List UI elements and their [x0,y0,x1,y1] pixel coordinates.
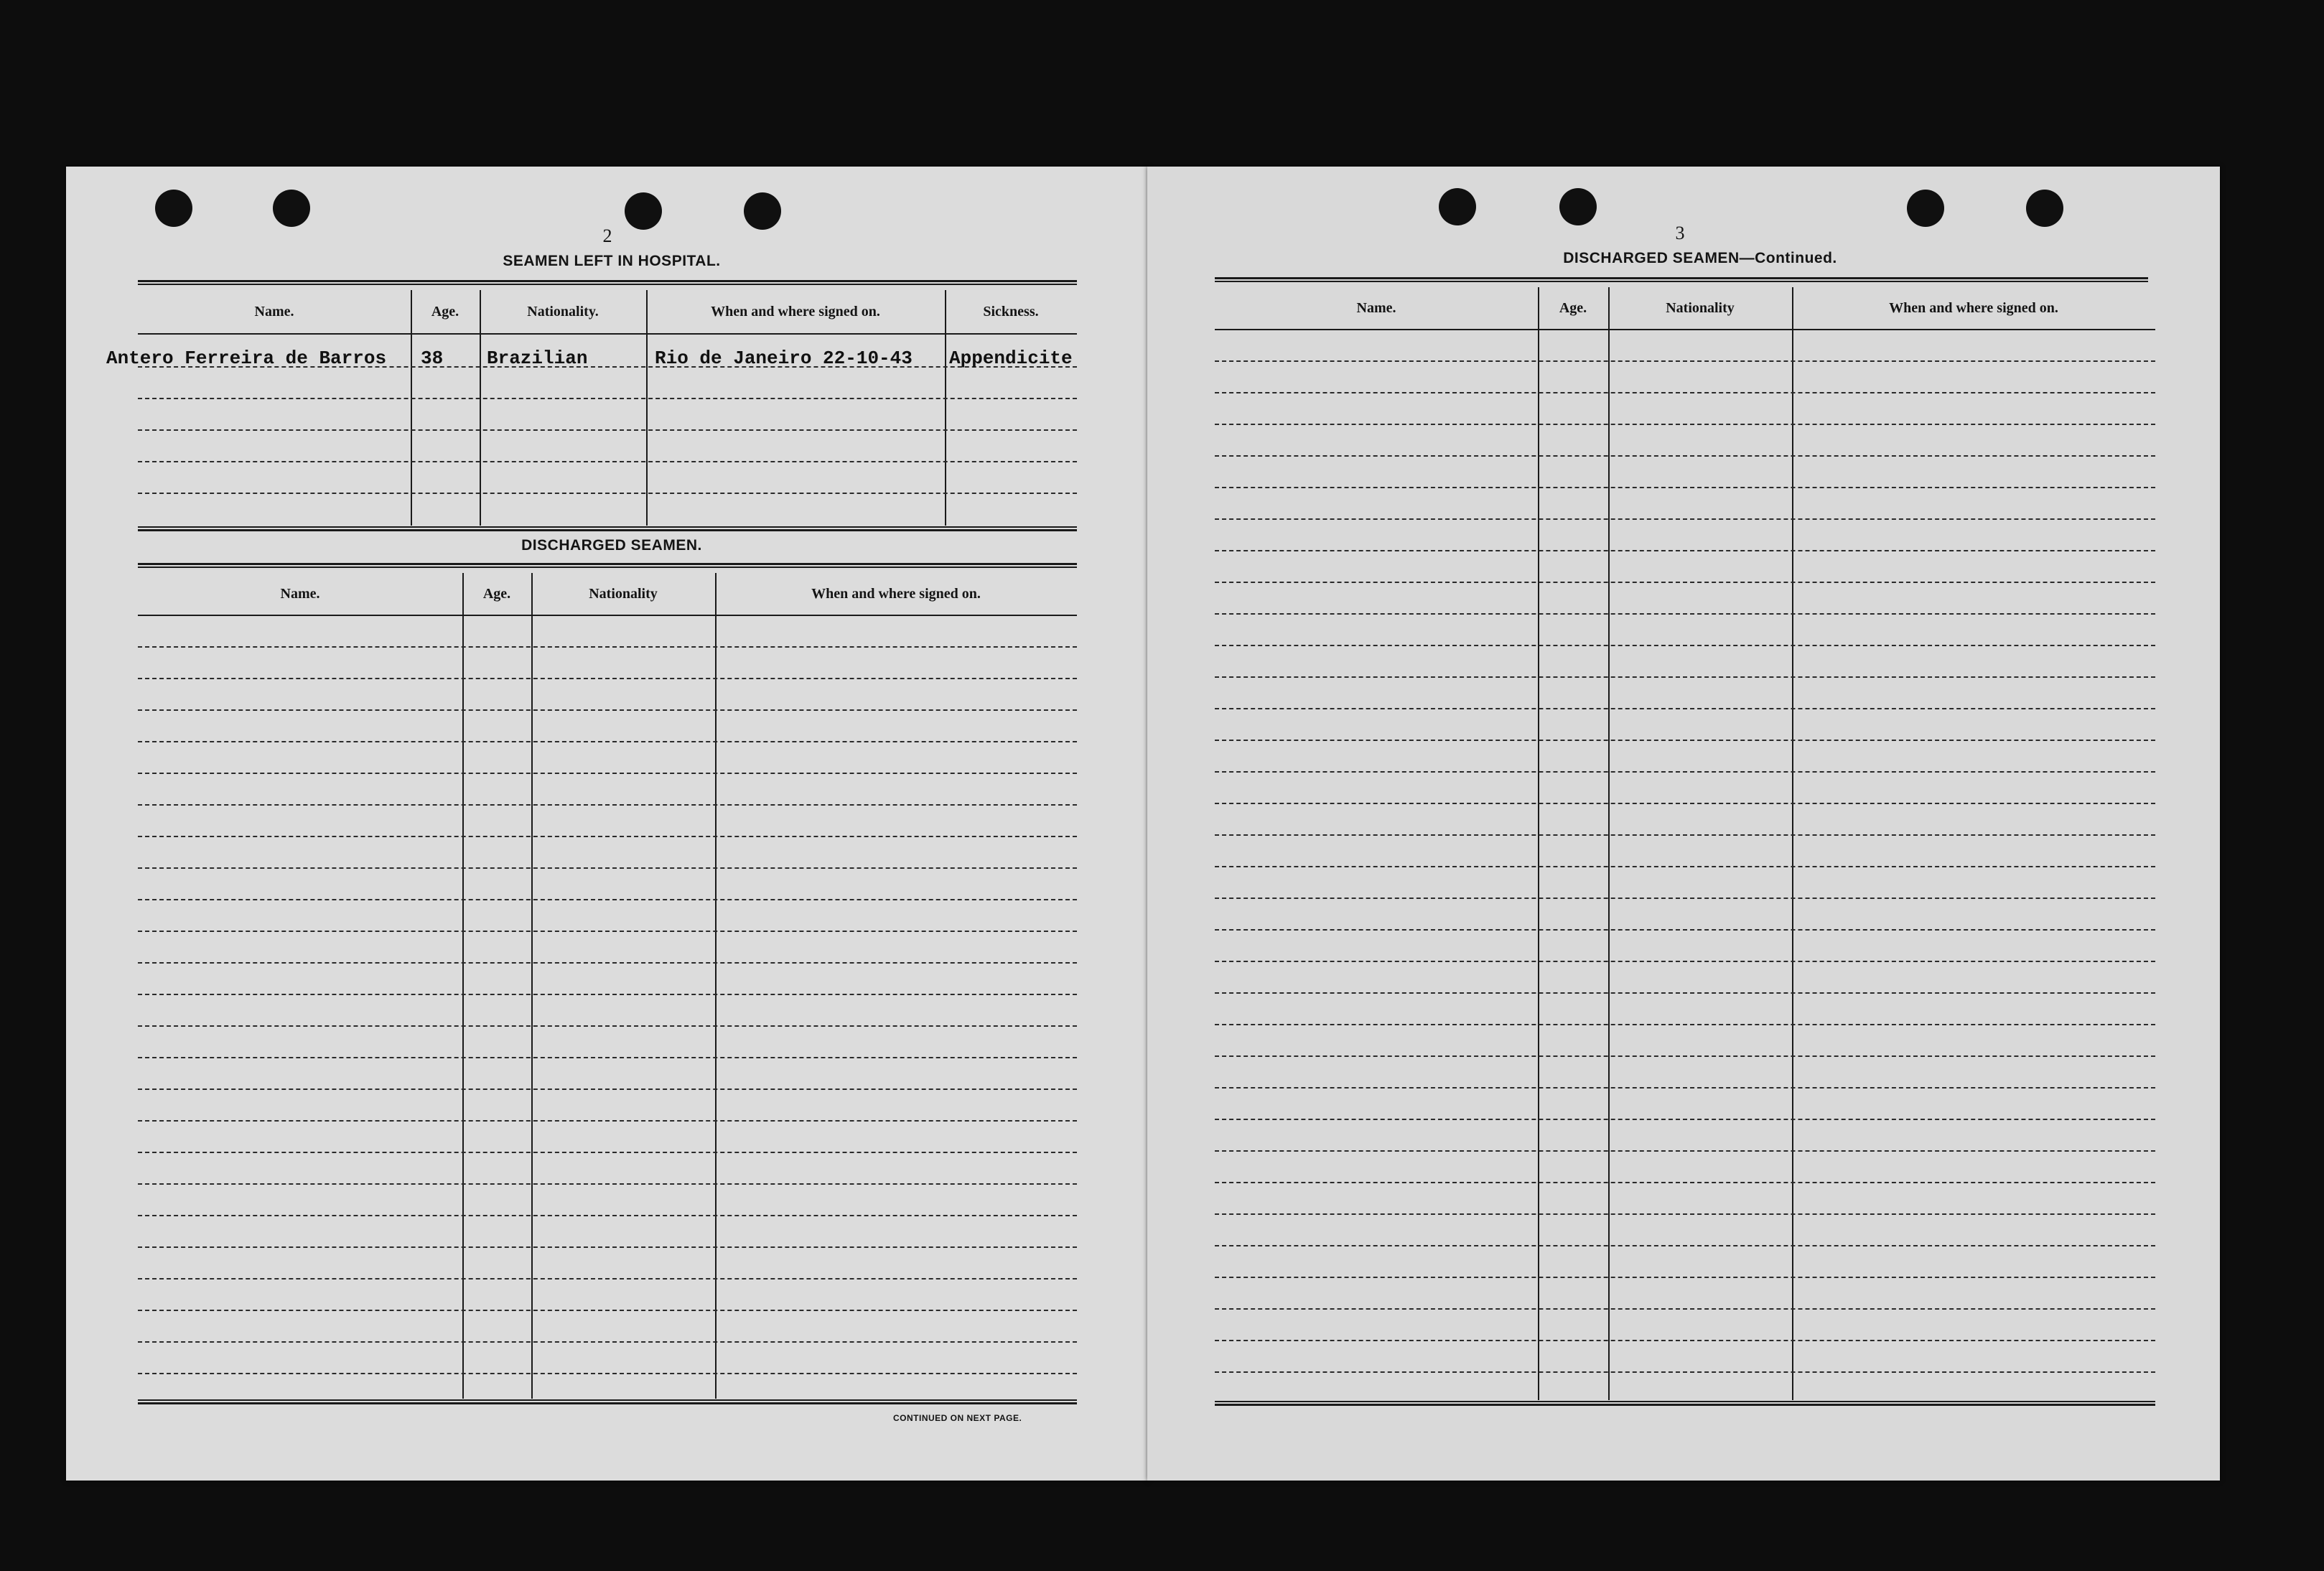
row-line [1215,1024,2155,1025]
row-line [1215,1213,2155,1215]
row-line [1215,992,2155,994]
title-rule [138,280,1077,285]
punch-hole [1907,190,1944,227]
right-page [1147,167,2220,1481]
row-line [138,867,1077,869]
row-line [1215,1308,2155,1310]
table-bottom-rule [138,526,1077,531]
row-line [1215,676,2155,678]
page-number: 2 [602,225,612,246]
row-line [1215,487,2155,488]
left-page [66,167,1149,1481]
discharged-continued-table [1215,287,2155,1400]
row-line [138,678,1077,679]
discharged-table-header [138,573,1077,616]
column-divider [715,573,717,1399]
row-line [1215,866,2155,867]
header-nationality: Nationality [589,585,658,602]
row-line [1215,550,2155,551]
discharged-table [138,573,1077,1399]
header-age: Age. [431,303,459,320]
header-signed-on: When and where signed on. [711,303,880,320]
punch-hole [744,192,781,230]
row-line [138,804,1077,806]
row-line [1215,582,2155,583]
header-signed-on: When and where signed on. [811,585,981,602]
row-line [1215,392,2155,393]
entry-name: Antero Ferreira de Barros [106,348,387,369]
row-line [1215,803,2155,804]
header-nationality: Nationality. [527,303,599,320]
row-line [1215,1277,2155,1278]
row-line [1215,834,2155,836]
entry-nationality: Brazilian [487,348,588,369]
punch-hole [625,192,662,230]
header-signed-on: When and where signed on. [1889,299,2058,316]
row-line [1215,708,2155,709]
hospital-table [138,290,1077,526]
row-line [1215,1119,2155,1120]
row-line [138,1120,1077,1122]
row-line [1215,1245,2155,1246]
column-divider [1792,287,1793,1400]
row-line [138,1341,1077,1343]
entry-age: 38 [421,348,444,369]
discharged-section-title: DISCHARGED SEAMEN. [521,537,702,554]
row-line [1215,518,2155,520]
row-line [138,1215,1077,1216]
row-line [138,1246,1077,1248]
entry-signed-on: Rio de Janeiro 22-10-43 [655,348,913,369]
row-line [138,962,1077,964]
title-rule [1215,277,2148,282]
header-name: Name. [1356,299,1396,316]
column-divider [646,290,648,526]
row-line [138,741,1077,742]
row-line [138,709,1077,711]
header-age: Age. [482,585,511,602]
row-line [1215,613,2155,615]
row-line [1215,961,2155,962]
punch-hole [273,190,310,227]
column-divider [480,290,481,526]
row-line [138,398,1077,399]
row-line [1215,360,2155,362]
discharged-continued-title: DISCHARGED SEAMEN—Continued. [1563,250,1837,266]
hospital-table-header [138,290,1077,335]
row-line [138,1310,1077,1311]
continued-note: CONTINUED ON NEXT PAGE. [893,1413,1022,1423]
punch-hole [2026,190,2063,227]
row-line [138,899,1077,900]
row-line [1215,929,2155,931]
column-divider [1608,287,1610,1400]
column-divider [411,290,412,526]
row-line [1215,1087,2155,1088]
column-divider [945,290,946,526]
header-nationality: Nationality [1666,299,1735,316]
row-line [138,461,1077,462]
discharged-continued-header [1215,287,2155,330]
punch-hole [155,190,192,227]
row-line [1215,1182,2155,1183]
header-name: Name. [280,585,320,602]
page-number: 3 [1675,223,1685,243]
row-line [138,1088,1077,1090]
row-line [138,773,1077,774]
row-line [1215,898,2155,899]
row-line [138,1025,1077,1027]
column-divider [462,573,464,1399]
row-line [1215,455,2155,457]
row-line [1215,645,2155,646]
row-line [138,1183,1077,1185]
hospital-section-title: SEAMEN LEFT IN HOSPITAL. [503,253,721,269]
row-line [138,429,1077,431]
row-line [138,1152,1077,1153]
header-name: Name. [254,303,294,320]
row-line [138,493,1077,494]
entry-sickness: Appendicite [949,348,1073,369]
row-line [1215,1340,2155,1341]
header-age: Age. [1559,299,1587,316]
row-line [138,646,1077,648]
punch-hole [1559,188,1597,225]
table-bottom-rule [1215,1401,2155,1406]
row-line [1215,1055,2155,1057]
column-divider [1538,287,1539,1400]
row-line [138,836,1077,837]
table-bottom-rule [138,1399,1077,1404]
row-line [138,1057,1077,1058]
row-line [1215,424,2155,425]
row-line [1215,1150,2155,1152]
column-divider [531,573,533,1399]
row-line [1215,771,2155,773]
punch-hole [1439,188,1476,225]
title-rule [138,563,1077,568]
row-line [138,1278,1077,1279]
row-line [138,1373,1077,1374]
header-sickness: Sickness. [983,303,1039,320]
row-line [1215,1371,2155,1373]
row-line [138,931,1077,932]
row-line [1215,740,2155,741]
row-line [138,994,1077,995]
